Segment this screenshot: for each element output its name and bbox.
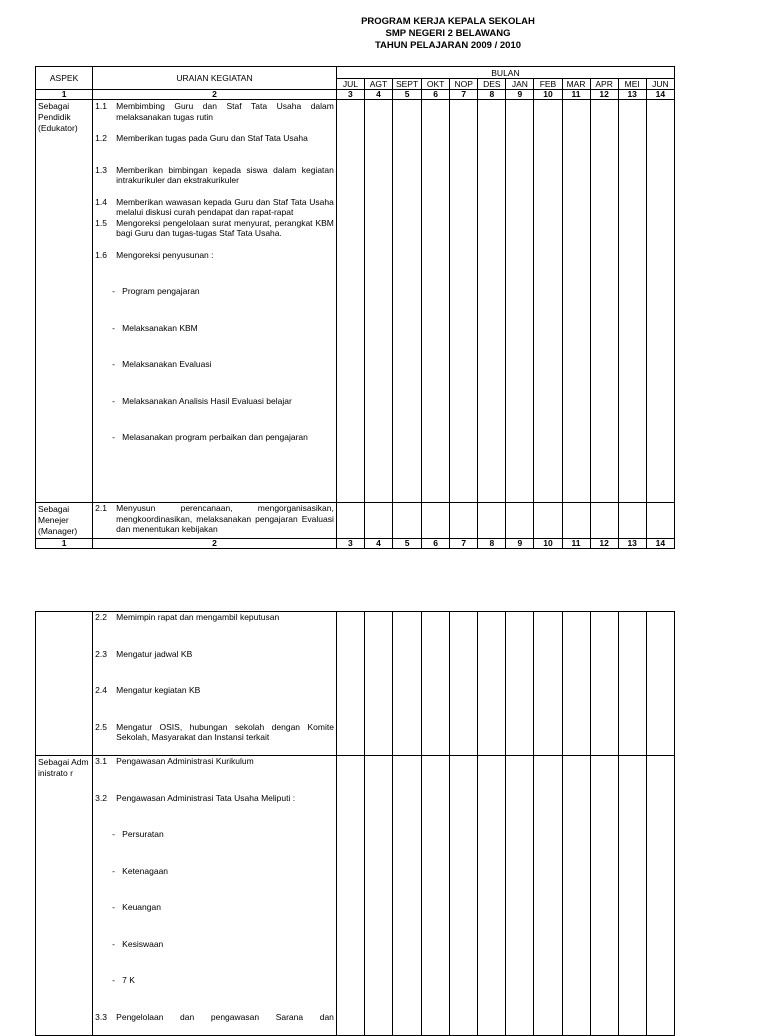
item-text: Pengawasan Administrasi Tata Usaha Meliputi : — [116, 792, 296, 803]
list-item — [93, 1012, 336, 1023]
aspek-manager: Sebagai Menejer (Manager) — [36, 503, 93, 539]
month-jan: JAN — [506, 79, 534, 90]
list-item — [93, 612, 336, 623]
col-num: 2 — [93, 90, 337, 100]
sub-item-text: Persuratan — [122, 829, 164, 839]
list-item — [93, 649, 336, 660]
list-item — [93, 133, 336, 144]
col-num: 1 — [36, 539, 93, 549]
item-number: 1.2 — [95, 133, 107, 143]
col-num: 8 — [478, 539, 506, 549]
header-aspek: ASPEK — [36, 67, 93, 90]
month-apr: APR — [590, 79, 618, 90]
col-num: 6 — [422, 90, 450, 100]
item-text: Memberikan bimbingan kepada siswa dalam kegiatan intrakurikuler dan ekstrakurikuler — [116, 164, 334, 185]
sub-item: - 7 K — [93, 975, 336, 986]
list-item — [93, 218, 336, 239]
item-number: 1.5 — [95, 217, 107, 228]
sub-item: - Melaksanakan Analisis Hasil Evaluasi belajar — [93, 396, 336, 407]
header-bulan: BULAN — [336, 67, 674, 79]
col-num: 12 — [590, 539, 618, 549]
uraian-administrator — [93, 756, 337, 1036]
sub-item: - Melaksanakan KBM — [93, 323, 336, 334]
item-text: Mengatur jadwal KB — [116, 648, 193, 659]
document-header — [0, 16, 768, 52]
sub-item: - Program pengajaran — [93, 286, 336, 297]
sub-item-text: Melaksanakan Evaluasi — [122, 359, 212, 369]
list-item — [93, 101, 336, 122]
sub-item-text: Kesiswaan — [122, 938, 164, 949]
item-text: Memberikan tugas pada Guru dan Staf Tata Usaha — [116, 133, 308, 143]
uraian-manager — [93, 503, 337, 539]
item-number: 1.1 — [95, 101, 107, 111]
item-number: 2.4 — [95, 685, 107, 695]
sub-item-text: Melaksanakan KBM — [122, 322, 198, 333]
col-num: 10 — [534, 90, 562, 100]
sub-item-text: Keuangan — [122, 902, 161, 912]
section-row-edukator — [36, 100, 675, 503]
sub-item: - Melasanakan program perbaikan dan pengajaran — [93, 432, 336, 443]
sub-item: - Ketenagaan — [93, 866, 336, 877]
item-text: Memberikan wawasan kepada Guru dan Staf Tata Usaha melalui diskusi curah pendapat dan rapat-rapat — [116, 196, 334, 217]
month-jul: JUL — [336, 79, 364, 90]
item-number: 1.4 — [95, 196, 107, 207]
title-line-1: PROGRAM KERJA KEPALA SEKOLAH — [361, 16, 535, 27]
sub-item: - Keuangan — [93, 902, 336, 913]
sub-item-text: Ketenagaan — [122, 865, 169, 876]
col-num: 13 — [618, 90, 646, 100]
col-num: 2 — [93, 539, 337, 549]
item-number: 2.1 — [95, 503, 107, 513]
item-text: Mengoreksi pengelolaan surat menyurat, perangkat KBM bagi Guru dan tugas-tugas Staf Tata Usaha. — [116, 217, 334, 238]
item-text: Mengoreksi penyusunan : — [116, 249, 214, 260]
aspek-edukator: Sebagai Pendidik (Edukator) — [36, 100, 93, 503]
uraian-edukator — [93, 100, 337, 503]
item-text: Pengawasan Administrasi Kurikulum — [116, 756, 254, 766]
col-num: 14 — [646, 539, 674, 549]
item-number: 1.6 — [95, 249, 107, 260]
section-row-manager-cont — [36, 612, 675, 756]
month-jun: JUN — [646, 79, 674, 90]
list-item — [93, 165, 336, 186]
col-num: 6 — [422, 539, 450, 549]
list-item — [93, 250, 336, 261]
month-nop: NOP — [450, 79, 478, 90]
program-table-page-2 — [35, 611, 675, 1036]
program-table-page-1 — [35, 66, 675, 549]
item-text: Pengelolaan dan pengawasan Sarana dan — [116, 1011, 334, 1022]
col-num: 9 — [506, 90, 534, 100]
month-des: DES — [478, 79, 506, 90]
item-text: Mengatur OSIS, hubungan sekolah dengan Komite Sekolah, Masyarakat dan Instansi terkait — [116, 721, 334, 742]
col-num: 5 — [393, 539, 422, 549]
col-num: 4 — [364, 90, 392, 100]
header-uraian: URAIAN KEGIATAN — [93, 67, 337, 90]
item-text: Memimpin rapat dan mengambil keputusan — [116, 612, 280, 622]
col-num: 5 — [393, 90, 422, 100]
sub-item-text: Program pengajaran — [122, 286, 200, 296]
col-num: 13 — [618, 539, 646, 549]
list-item — [93, 197, 336, 218]
list-item — [93, 722, 336, 743]
month-sept: SEPT — [393, 79, 422, 90]
sub-item: - Melaksanakan Evaluasi — [93, 359, 336, 370]
column-number-row-footer — [36, 539, 675, 549]
item-text: Menyusun perencanaan, mengorganisasikan, mengkoordinasikan, melaksanakan pengajaran Evaluasi dan menentukan kebijakan — [116, 503, 334, 534]
col-num: 1 — [36, 90, 93, 100]
col-num: 10 — [534, 539, 562, 549]
item-number: 2.3 — [95, 648, 107, 659]
col-num: 12 — [590, 90, 618, 100]
sub-item-text: Melasanakan program perbaikan dan pengajaran — [122, 432, 308, 442]
month-mar: MAR — [562, 79, 590, 90]
col-num: 8 — [478, 90, 506, 100]
col-num: 9 — [506, 539, 534, 549]
item-number: 2.2 — [95, 612, 107, 622]
month-okt: OKT — [422, 79, 450, 90]
list-item — [93, 793, 336, 804]
col-num: 11 — [562, 90, 590, 100]
col-num: 11 — [562, 539, 590, 549]
col-num: 14 — [646, 90, 674, 100]
col-num: 7 — [450, 90, 478, 100]
title-line-3: TAHUN PELAJARAN 2009 / 2010 — [374, 40, 522, 51]
list-item — [93, 756, 336, 767]
col-num: 3 — [336, 90, 364, 100]
item-number: 1.3 — [95, 164, 107, 175]
list-item — [93, 685, 336, 696]
section-row-manager — [36, 503, 675, 539]
aspek-empty — [36, 612, 93, 756]
sub-item-text: 7 K — [122, 975, 135, 985]
sub-item: - Kesiswaan — [93, 939, 336, 950]
col-num: 7 — [450, 539, 478, 549]
list-item — [93, 503, 336, 535]
sub-item: - Persuratan — [93, 829, 336, 840]
col-num: 4 — [364, 539, 392, 549]
sub-item-text: Melaksanakan Analisis Hasil Evaluasi belajar — [122, 395, 292, 406]
title-line-2: SMP NEGERI 2 BELAWANG — [385, 28, 511, 39]
item-number: 2.5 — [95, 721, 107, 732]
column-number-row — [36, 90, 675, 100]
aspek-administrator: Sebagai Administrato r — [36, 756, 93, 1036]
item-number: 3.1 — [95, 756, 107, 766]
month-mei: MEI — [618, 79, 646, 90]
month-agt: AGT — [364, 79, 392, 90]
uraian-manager-cont — [93, 612, 337, 756]
col-num: 3 — [336, 539, 364, 549]
item-number: 3.3 — [95, 1011, 107, 1022]
item-text: Membimbing Guru dan Staf Tata Usaha dalam melaksanakan tugas rutin — [116, 101, 334, 122]
month-feb: FEB — [534, 79, 562, 90]
section-row-administrator — [36, 756, 675, 1036]
item-text: Mengatur kegiatan KB — [116, 685, 201, 695]
item-number: 3.2 — [95, 792, 107, 803]
